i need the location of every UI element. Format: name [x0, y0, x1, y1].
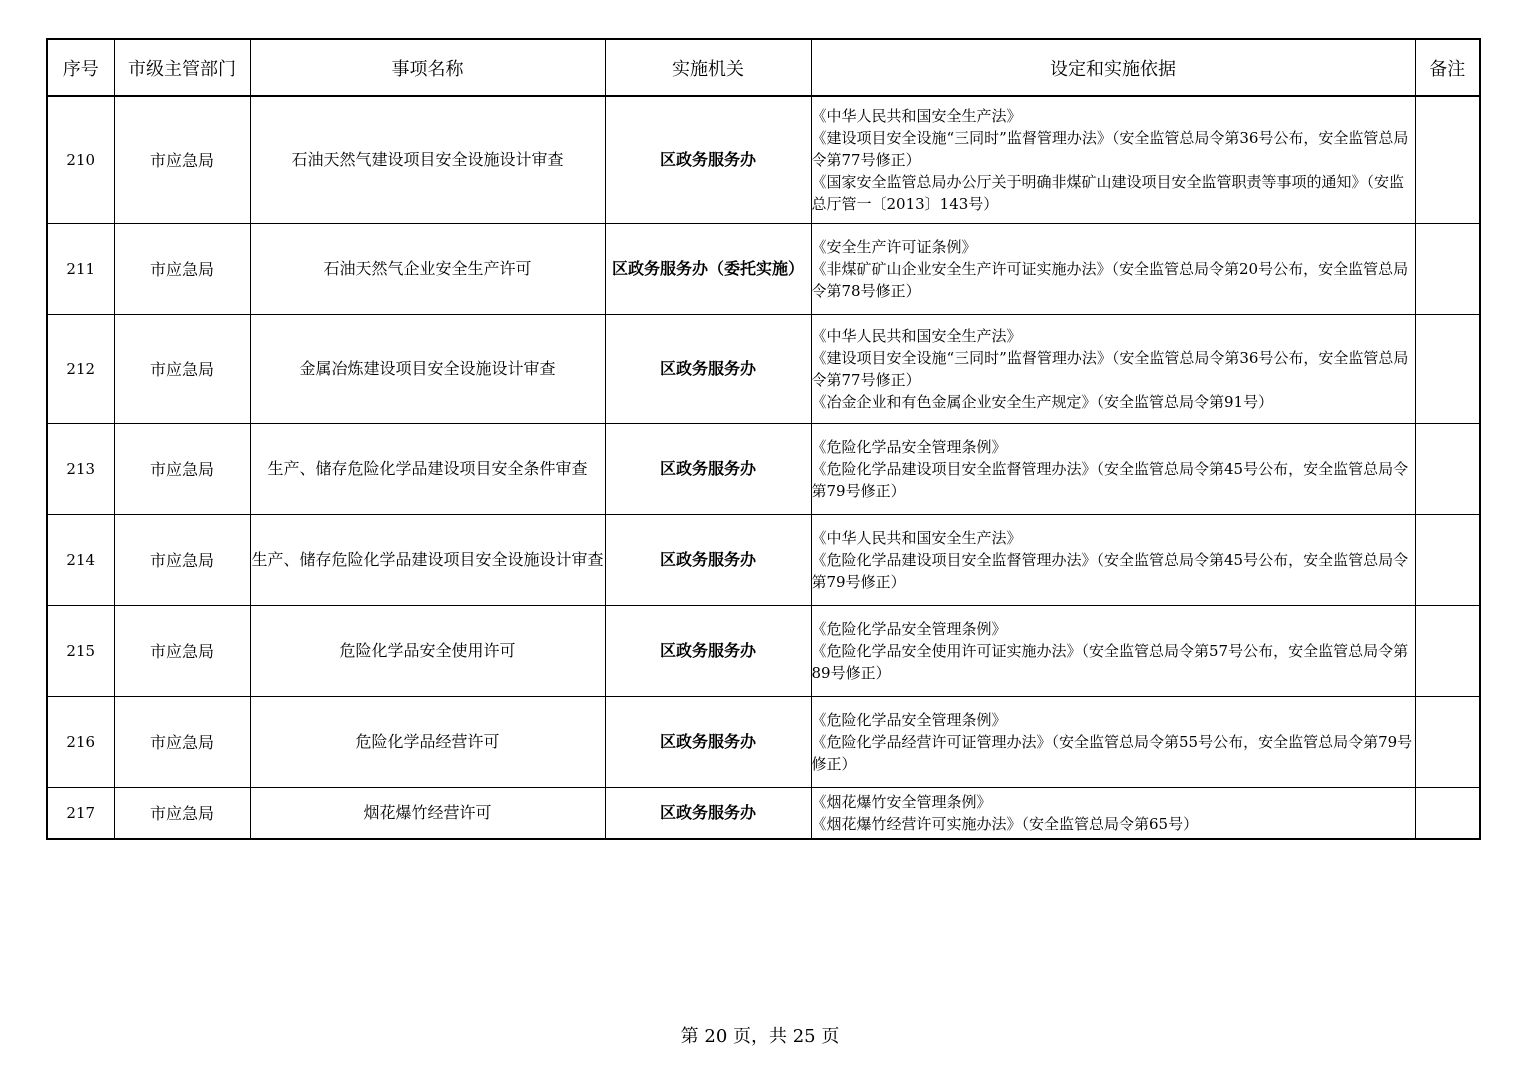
row-note — [1415, 787, 1480, 839]
basis-line: 《危险化学品经营许可证管理办法》（安全监管总局令第55号公布，安全监管总局令第79号修正） — [811, 732, 1413, 773]
row-number: 216 — [47, 696, 114, 787]
table-header-row — [47, 39, 1480, 96]
row-implementing-org: 区政务服务办 — [605, 96, 811, 223]
row-item-name: 石油天然气建设项目安全设施设计审查 — [250, 96, 605, 223]
row-note — [1415, 314, 1480, 423]
row-department: 市应急局 — [114, 787, 250, 839]
row-department: 市应急局 — [114, 223, 250, 314]
row-legal-basis — [811, 514, 1415, 605]
row-number: 217 — [47, 787, 114, 839]
basis-line: 《危险化学品安全使用许可证实施办法》（安全监管总局令第57号公布，安全监管总局令第89号修正） — [811, 641, 1409, 682]
basis-line: 《冶金企业和有色金属企业安全生产规定》（安全监管总局令第91号） — [811, 392, 1274, 411]
page-number: 第 20 页，共 25 页 — [680, 1026, 840, 1047]
row-implementing-org: 区政务服务办（委托实施） — [605, 223, 811, 314]
row-note — [1415, 96, 1480, 223]
row-item-name: 石油天然气企业安全生产许可 — [250, 223, 605, 314]
header-note: 备注 — [1415, 39, 1480, 96]
basis-line: 《国家安全监管总局办公厅关于明确非煤矿山建设项目安全监管职责等事项的通知》（安监总厅管一〔2013〕143号） — [811, 172, 1405, 213]
row-implementing-org: 区政务服务办 — [605, 696, 811, 787]
header-basis: 设定和实施依据 — [811, 39, 1415, 96]
row-department: 市应急局 — [114, 696, 250, 787]
row-implementing-org: 区政务服务办 — [605, 514, 811, 605]
row-number: 210 — [47, 96, 114, 223]
row-implementing-org: 区政务服务办 — [605, 605, 811, 696]
basis-line: 《烟花爆竹安全管理条例》 — [811, 792, 992, 811]
basis-line: 《危险化学品安全管理条例》 — [811, 710, 1007, 729]
row-note — [1415, 605, 1480, 696]
row-implementing-org: 区政务服务办 — [605, 314, 811, 423]
row-number: 212 — [47, 314, 114, 423]
row-number: 211 — [47, 223, 114, 314]
table-row — [47, 696, 1480, 787]
table-row — [47, 514, 1480, 605]
row-note — [1415, 223, 1480, 314]
row-legal-basis — [811, 787, 1415, 839]
row-legal-basis — [811, 696, 1415, 787]
row-number: 214 — [47, 514, 114, 605]
row-legal-basis — [811, 223, 1415, 314]
basis-line: 《建设项目安全设施“三同时”监督管理办法》（安全监管总局令第36号公布，安全监管总局令第77号修正） — [811, 348, 1409, 389]
row-item-name: 生产、储存危险化学品建设项目安全设施设计审查 — [250, 514, 605, 605]
basis-line: 《中华人民共和国安全生产法》 — [811, 106, 1022, 125]
row-item-name: 金属冶炼建设项目安全设施设计审查 — [250, 314, 605, 423]
header-dept: 市级主管部门 — [114, 39, 250, 96]
row-legal-basis — [811, 605, 1415, 696]
row-item-name: 危险化学品经营许可 — [250, 696, 605, 787]
row-legal-basis — [811, 314, 1415, 423]
row-number: 213 — [47, 423, 114, 514]
table-body — [47, 96, 1480, 839]
basis-line: 《危险化学品安全管理条例》 — [811, 619, 1007, 638]
basis-line: 《非煤矿矿山企业安全生产许可证实施办法》（安全监管总局令第20号公布，安全监管总局令第78号修正） — [811, 259, 1409, 300]
row-department: 市应急局 — [114, 96, 250, 223]
header-num: 序号 — [47, 39, 114, 96]
row-department: 市应急局 — [114, 514, 250, 605]
items-table — [46, 38, 1481, 840]
row-implementing-org: 区政务服务办 — [605, 423, 811, 514]
row-legal-basis — [811, 423, 1415, 514]
table-row — [47, 96, 1480, 223]
table-row — [47, 787, 1480, 839]
row-item-name: 烟花爆竹经营许可 — [250, 787, 605, 839]
row-department: 市应急局 — [114, 314, 250, 423]
row-item-name: 危险化学品安全使用许可 — [250, 605, 605, 696]
row-legal-basis — [811, 96, 1415, 223]
basis-line: 《烟花爆竹经营许可实施办法》（安全监管总局令第65号） — [811, 814, 1199, 833]
table-row — [47, 605, 1480, 696]
table-row — [47, 423, 1480, 514]
basis-line: 《危险化学品建设项目安全监督管理办法》（安全监管总局令第45号公布，安全监管总局令第79号修正） — [811, 550, 1409, 591]
row-implementing-org: 区政务服务办 — [605, 787, 811, 839]
basis-line: 《中华人民共和国安全生产法》 — [811, 326, 1022, 345]
row-note — [1415, 514, 1480, 605]
basis-line: 《安全生产许可证条例》 — [811, 237, 977, 256]
table-row — [47, 223, 1480, 314]
basis-line: 《危险化学品建设项目安全监督管理办法》（安全监管总局令第45号公布，安全监管总局令第79号修正） — [811, 459, 1409, 500]
row-department: 市应急局 — [114, 423, 250, 514]
basis-line: 《中华人民共和国安全生产法》 — [811, 528, 1022, 547]
row-number: 215 — [47, 605, 114, 696]
header-org: 实施机关 — [605, 39, 811, 96]
row-department: 市应急局 — [114, 605, 250, 696]
header-item: 事项名称 — [250, 39, 605, 96]
row-note — [1415, 423, 1480, 514]
row-item-name: 生产、储存危险化学品建设项目安全条件审查 — [250, 423, 605, 514]
basis-line: 《建设项目安全设施“三同时”监督管理办法》（安全监管总局令第36号公布，安全监管总局令第77号修正） — [811, 128, 1409, 169]
row-note — [1415, 696, 1480, 787]
basis-line: 《危险化学品安全管理条例》 — [811, 437, 1007, 456]
table-row — [47, 314, 1480, 423]
